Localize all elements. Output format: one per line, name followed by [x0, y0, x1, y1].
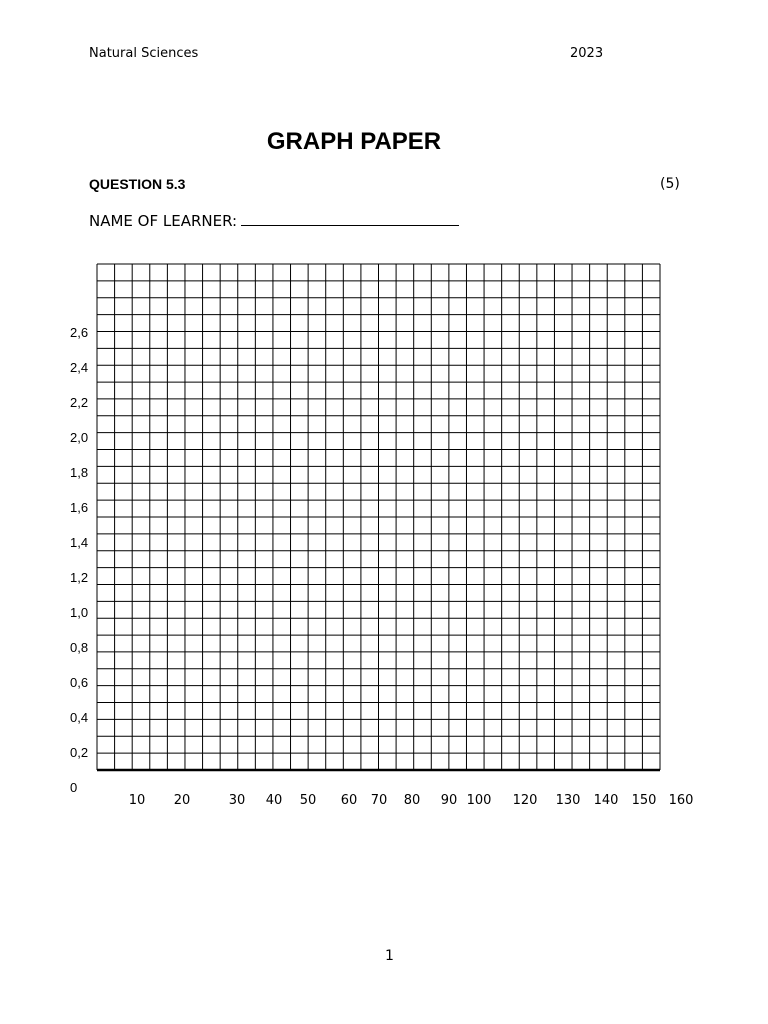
x-tick-label: 30: [228, 793, 246, 808]
page-title: GRAPH PAPER: [266, 128, 442, 155]
y-tick-label: 2,0: [70, 430, 89, 445]
learner-name-label: NAME OF LEARNER:: [89, 212, 238, 230]
y-tick-label: 0,4: [70, 710, 89, 725]
y-tick-label: 0,6: [70, 675, 89, 690]
y-tick-label: 1,4: [70, 535, 89, 550]
y-tick-label: 2,4: [70, 360, 89, 375]
header-subject: Natural Sciences: [89, 46, 199, 61]
y-origin-label: 0: [70, 780, 78, 795]
x-tick-label: 150: [631, 793, 657, 808]
header-year: 2023: [570, 46, 604, 61]
x-tick-label: 60: [340, 793, 358, 808]
x-tick-label: 120: [512, 793, 538, 808]
x-tick-label: 130: [555, 793, 581, 808]
x-tick-label: 80: [403, 793, 421, 808]
y-tick-label: 2,6: [70, 325, 89, 340]
y-tick-label: 1,0: [70, 605, 89, 620]
y-tick-label: 1,8: [70, 465, 89, 480]
x-tick-label: 20: [173, 793, 191, 808]
x-tick-label: 140: [593, 793, 619, 808]
x-tick-label: 160: [668, 793, 694, 808]
x-tick-label: 90: [440, 793, 458, 808]
question-marks: (5): [660, 176, 680, 192]
x-tick-label: 50: [299, 793, 317, 808]
y-tick-label: 2,2: [70, 395, 89, 410]
y-tick-label: 0,2: [70, 745, 89, 760]
y-tick-label: 0,8: [70, 640, 89, 655]
x-tick-label: 70: [370, 793, 388, 808]
page-number: 1: [385, 948, 394, 964]
y-tick-label: 1,2: [70, 570, 89, 585]
question-label: QUESTION 5.3: [89, 176, 186, 192]
y-tick-label: 1,6: [70, 500, 89, 515]
x-tick-label: 40: [265, 793, 283, 808]
x-tick-label: 10: [128, 793, 146, 808]
x-tick-label: 100: [466, 793, 492, 808]
